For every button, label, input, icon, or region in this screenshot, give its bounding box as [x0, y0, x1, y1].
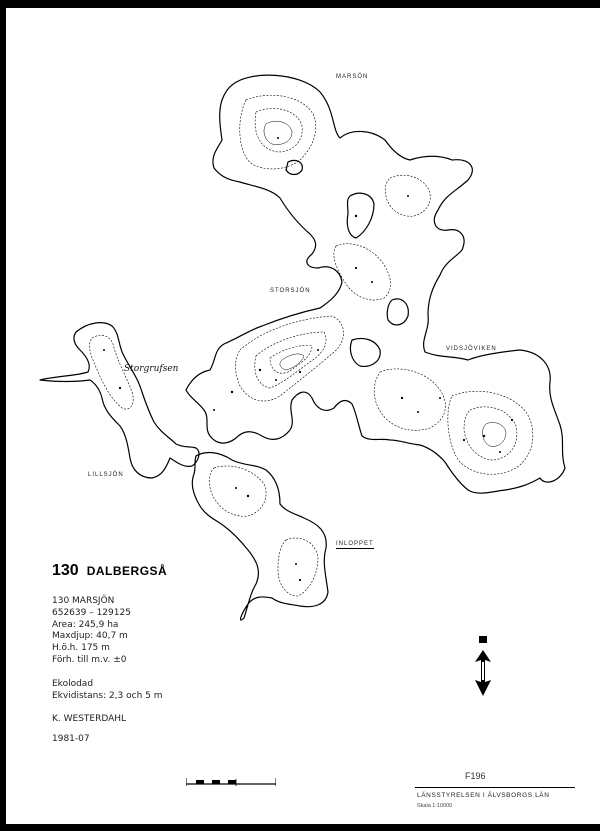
place-label-southeast: INLOPPET — [336, 541, 374, 547]
depth-contour — [240, 95, 316, 169]
coordinates: 652639 – 129125 — [52, 607, 131, 618]
depth-contour — [209, 466, 266, 516]
publisher-block — [415, 787, 575, 814]
place-label-north: MARSÖN — [336, 74, 369, 80]
contour-interval: Ekvidistans: 2,3 och 5 m — [52, 690, 163, 701]
survey-method: Ekolodad — [52, 678, 94, 689]
scale-bar — [186, 776, 276, 788]
place-label-east: VIDSJÖVIKEN — [446, 346, 497, 352]
lake-name: 130 MARSJÖN — [52, 596, 115, 606]
island-east — [387, 299, 408, 325]
survey-date: 1981-07 — [52, 734, 90, 745]
depth-contour — [334, 244, 391, 300]
depth-contour — [255, 332, 326, 388]
place-label-handwritten: Storgrufsen — [124, 364, 179, 374]
depth-contour — [255, 108, 302, 152]
depth-contour — [270, 346, 312, 374]
place-label-center: STORSJÖN — [270, 288, 311, 294]
depth-contour-inner — [280, 354, 304, 370]
publisher-title: LÄNSSTYRELSEN I ÄLVSBORGS LÄN — [417, 792, 550, 799]
legend-header — [52, 562, 282, 580]
depth-contour — [448, 391, 533, 474]
depth-contour — [374, 369, 445, 430]
map-legend — [52, 562, 282, 746]
legend-details — [52, 596, 282, 746]
west-arm-shoreline — [40, 323, 199, 478]
depth-contour-inner — [483, 422, 506, 446]
north-arrow-icon — [474, 636, 492, 702]
elevation: H.ö.h. 175 m — [52, 643, 110, 654]
shore-change: Förh. till m.v. ±0 — [52, 654, 127, 665]
sheet-mark: F196 — [465, 771, 486, 781]
max-depth: Maxdjup: 40,7 m — [52, 631, 128, 642]
map-scale: Skala 1:10000 — [417, 803, 453, 809]
place-label-west: LILLSJÖN — [88, 472, 124, 478]
depth-contour — [236, 316, 344, 401]
island-north — [347, 193, 374, 238]
depth-contour-inner — [264, 121, 292, 144]
lake-shoreline — [186, 75, 565, 493]
map-number: 130 — [52, 562, 79, 579]
island-small — [286, 160, 302, 174]
island-central — [350, 338, 380, 366]
lake-area: Area: 245,9 ha — [52, 619, 119, 630]
author: K. WESTERDAHL — [52, 714, 127, 725]
river-basin-name: DALBERGSÅ — [86, 564, 168, 578]
depth-contour — [278, 538, 318, 596]
depth-contour — [464, 407, 517, 460]
